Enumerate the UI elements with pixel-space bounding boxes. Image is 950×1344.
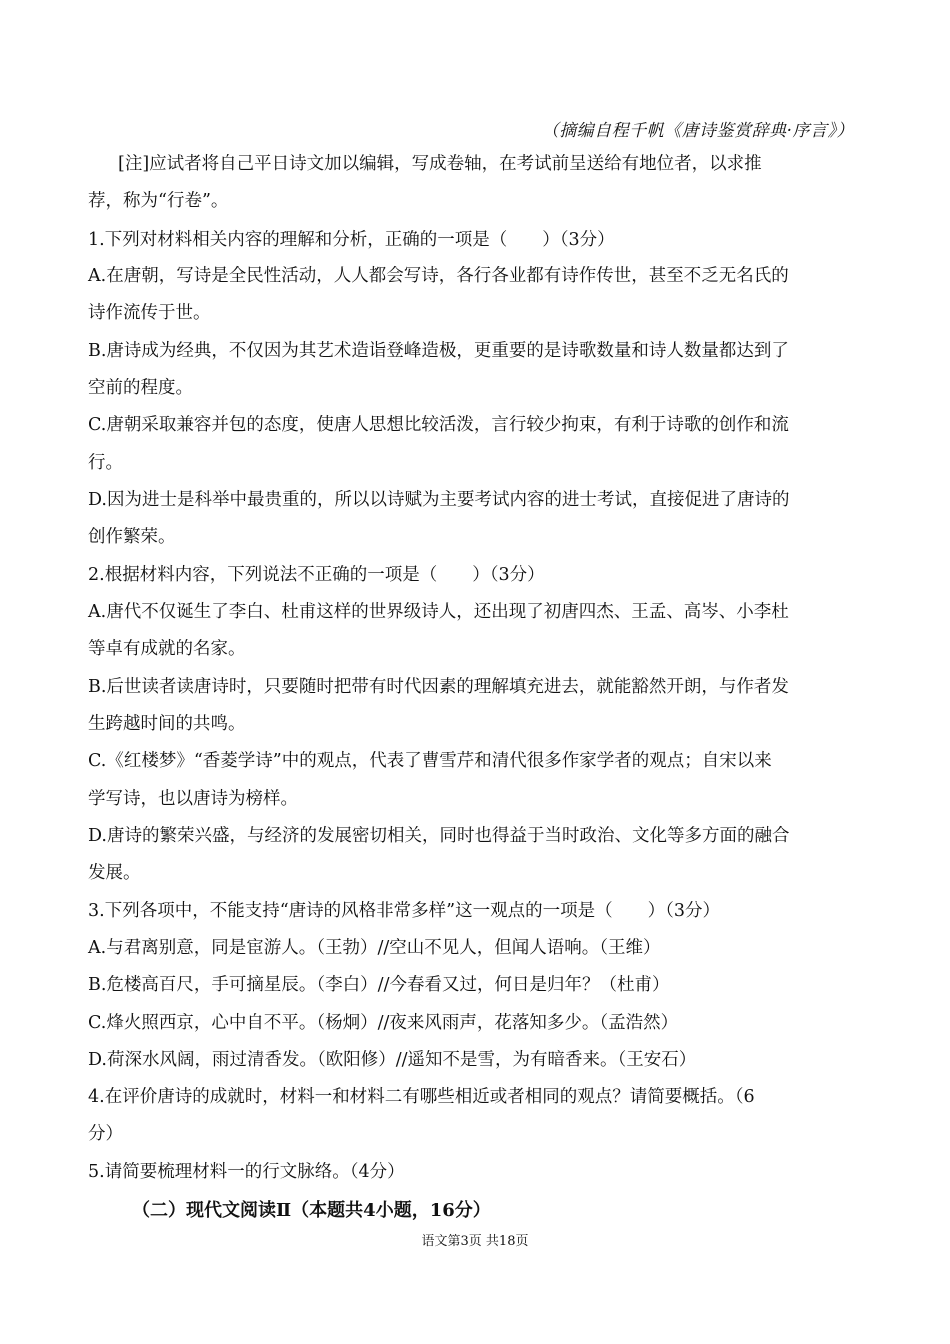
question-2-option-d: D.唐诗的繁荣兴盛，与经济的发展密切相关，同时也得益于当时政治、文化等多方面的融合 [88, 826, 790, 846]
question-1-option-d: D.因为进士是科举中最贵重的，所以以诗赋为主要考试内容的进士考试，直接促进了唐诗的 [88, 490, 790, 510]
source-citation: （摘编自程千帆《唐诗鉴赏辞典·序言》） [541, 121, 854, 141]
question-2-stem: 2.根据材料内容，下列说法不正确的一项是（ ）（3分） [88, 565, 545, 585]
question-4-stem: 4.在评价唐诗的成就时，材料一和材料二有哪些相近或者相同的观点？请简要概括。（6 [88, 1087, 755, 1107]
question-2-option-a: 等卓有成就的名家。 [88, 639, 246, 659]
question-1-option-b: B.唐诗成为经典，不仅因为其艺术造诣登峰造极，更重要的是诗歌数量和诗人数量都达到了 [88, 341, 789, 361]
note-line: 荐，称为“行卷”。 [88, 191, 229, 211]
question-3-option-b: B.危楼高百尺，手可摘星辰。（李白）//今春看又过，何日是归年？（杜甫） [88, 975, 670, 995]
question-2-option-b: 生跨越时间的共鸣。 [88, 714, 246, 734]
question-3-option-d: D.荷深水风阔，雨过清香发。（欧阳修）//遥知不是雪，为有暗香来。（王安石） [88, 1050, 697, 1070]
note-line: [注]应试者将自己平日诗文加以编辑，写成卷轴，在考试前呈送给有地位者，以求推 [118, 154, 762, 174]
question-2-option-a: A.唐代不仅诞生了李白、杜甫这样的世界级诗人，还出现了初唐四杰、王孟、高岑、小李杜 [88, 602, 789, 622]
question-1-stem: 1.下列对材料相关内容的理解和分析，正确的一项是（ ）（3分） [88, 230, 615, 250]
question-1-option-c: 行。 [88, 453, 123, 473]
question-3-option-c: C.烽火照西京，心中自不平。（杨炯）//夜来风雨声，花落知多少。（孟浩然） [88, 1013, 679, 1033]
question-5-stem: 5.请简要梳理材料一的行文脉络。（4分） [88, 1162, 405, 1182]
question-2-option-c: C.《红楼梦》“香菱学诗”中的观点，代表了曹雪芹和清代很多作家学者的观点；自宋以来 [88, 751, 772, 771]
page-footer: 语文第3页 共18页 [421, 1234, 529, 1249]
question-3-stem: 3.下列各项中，不能支持“唐诗的风格非常多样”这一观点的一项是（ ）（3分） [88, 901, 720, 921]
question-1-option-d: 创作繁荣。 [88, 527, 176, 547]
question-1-option-a: A.在唐朝，写诗是全民性活动，人人都会写诗，各行各业都有诗作传世，甚至不乏无名氏的 [88, 266, 789, 286]
question-1-option-b: 空前的程度。 [88, 378, 193, 398]
question-2-option-b: B.后世读者读唐诗时，只要随时把带有时代因素的理解填充进去，就能豁然开朗，与作者发 [88, 677, 789, 697]
question-1-option-a: 诗作流传于世。 [88, 303, 211, 323]
question-2-option-d: 发展。 [88, 863, 141, 883]
question-1-option-c: C.唐朝采取兼容并包的态度，使唐人思想比较活泼，言行较少拘束，有利于诗歌的创作和流 [88, 415, 789, 435]
question-2-option-c: 学写诗，也以唐诗为榜样。 [88, 789, 298, 809]
question-3-option-a: A.与君离别意，同是宦游人。（王勃）//空山不见人，但闻人语响。（王维） [88, 938, 661, 958]
section-title: （二）现代文阅读Ⅱ（本题共4小题，16分） [132, 1200, 491, 1221]
question-4-stem: 分） [88, 1124, 123, 1144]
